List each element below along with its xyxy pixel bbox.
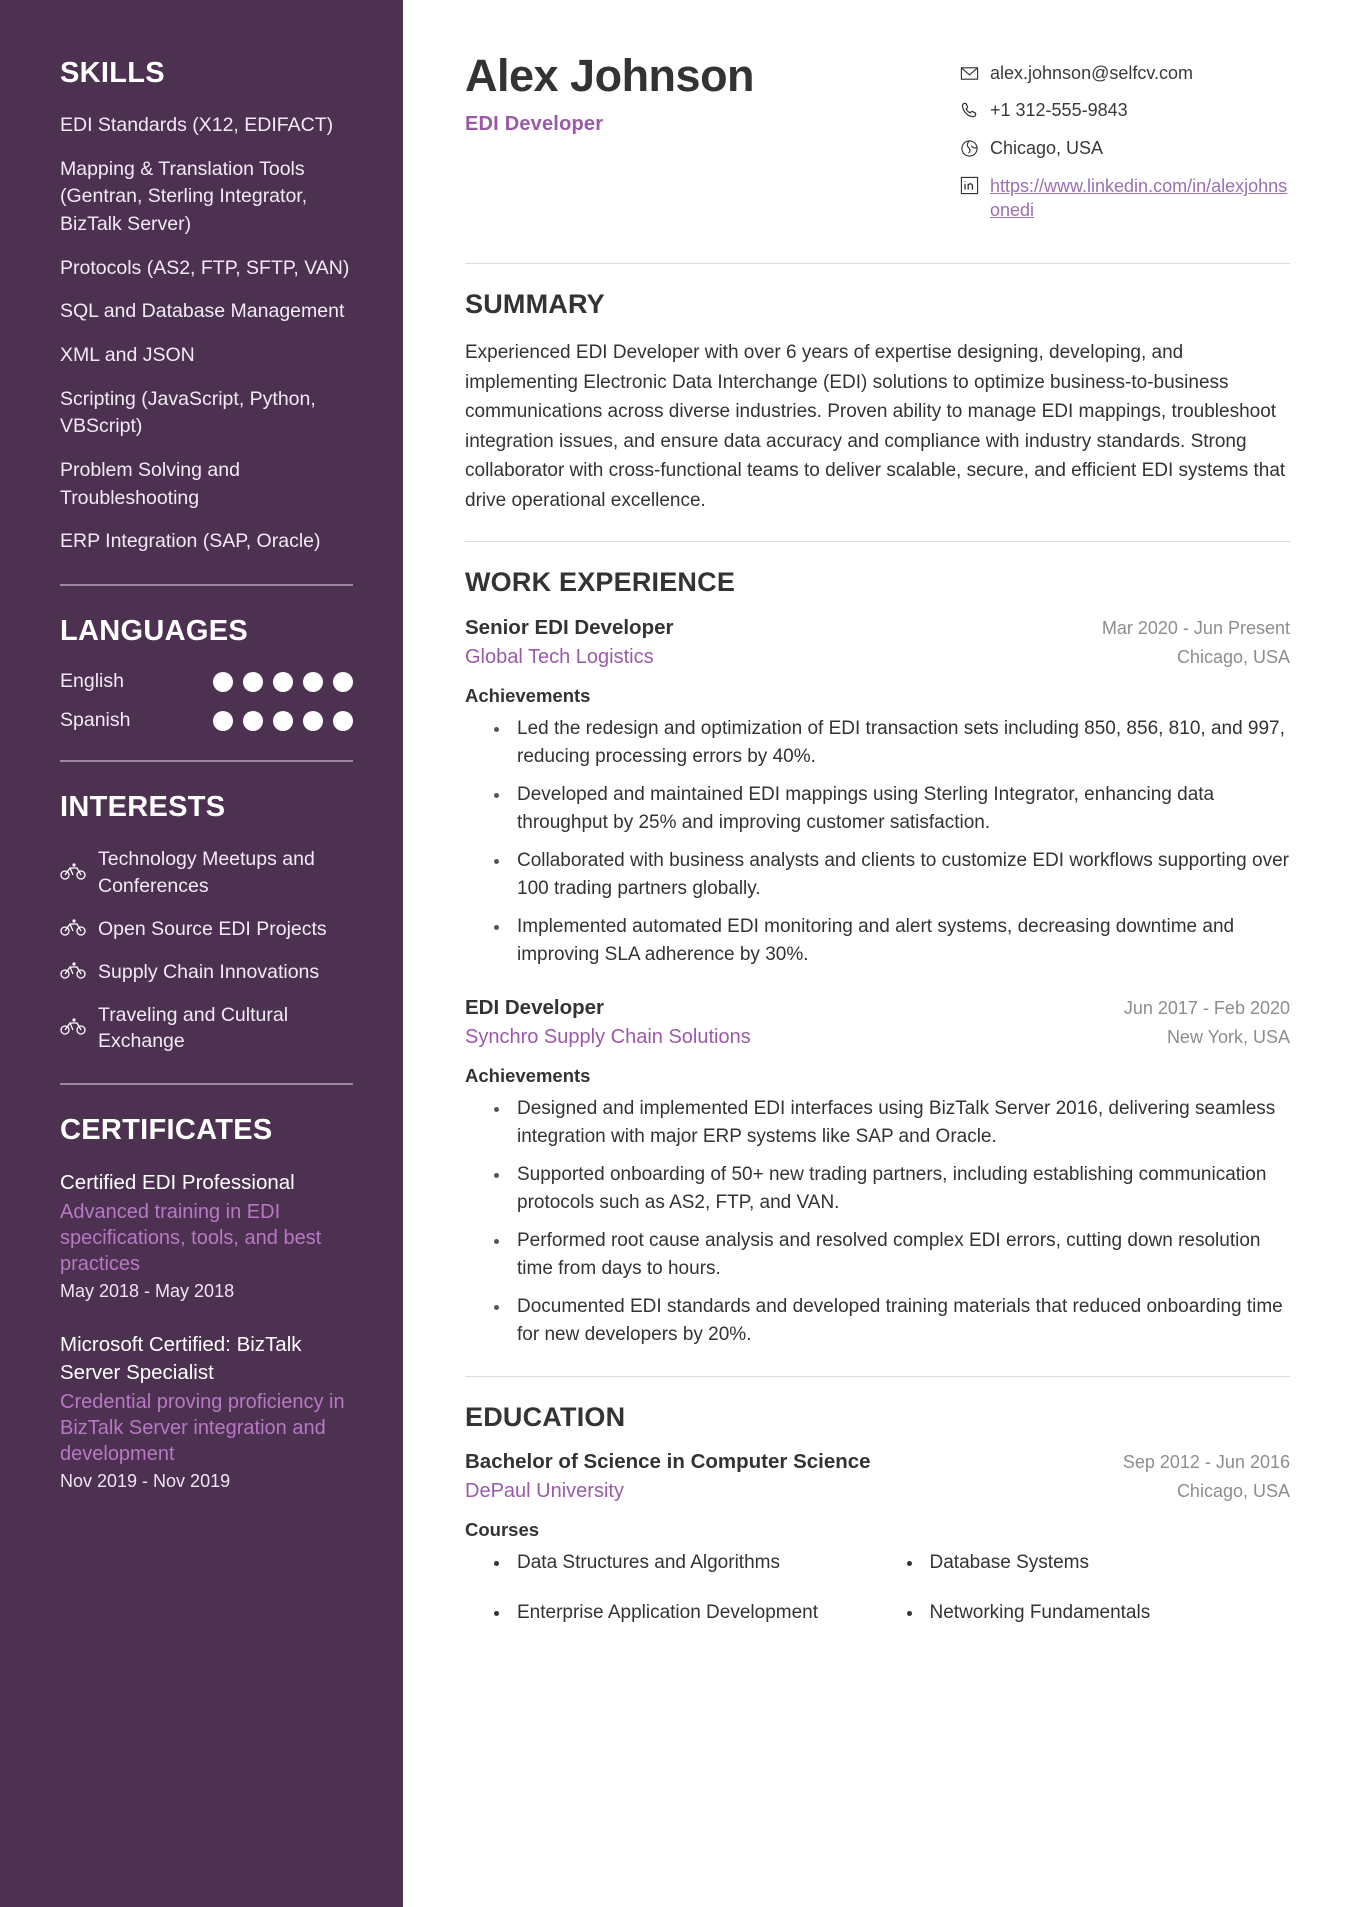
languages-heading: LANGUAGES [60,615,248,648]
skill-item: EDI Standards (X12, EDIFACT) [60,113,334,136]
section-divider [465,541,1290,542]
section-divider [465,263,1290,264]
skills-heading: SKILLS [60,57,165,89]
contact-linkedin[interactable] [960,174,1290,223]
certificate-description: Advanced training in EDI specifications, tools, and best practices [60,1200,322,1275]
courses-label: Courses [465,1519,540,1541]
bicycle-icon [60,961,86,983]
course-cell [878,1549,1291,1599]
language-level-dots [213,711,353,731]
courses-grid [465,1549,1290,1648]
course-item: • Enterprise Application Development [511,1599,878,1627]
certificate-date: May 2018 - May 2018 [60,1280,235,1301]
education-subheader [465,1480,1290,1503]
interest-item [60,1002,353,1056]
course-cell [465,1549,878,1599]
level-dot [213,672,233,692]
job-entry [465,996,1290,1350]
job-organization: Synchro Supply Chain Solutions [465,1025,751,1048]
summary-text: Experienced EDI Developer with over 6 years of expertise designing, developing, and implementing Electronic Data Interchange (EDI) solutions to optimize business-to-business communications across diverse industries. Proven ability to manage EDI mappings, troubleshoot integration issues, and ensure data accuracy and compliance with industry standards. Strong collaborator with cross-functional teams to deliver scalable, secure, and efficient EDI systems that drive operational excellence. [465,342,1286,511]
sidebar-divider [60,1083,353,1085]
bicycle-icon [60,862,86,884]
achievement-item: • Implemented automated EDI monitoring and alert systems, decreasing downtime and improving SLA adherence by 30%. [511,913,1290,970]
envelope-icon [960,64,979,83]
main-content [403,0,1350,1907]
certificates-section [60,1115,353,1493]
education-header [465,1450,1290,1474]
sidebar-divider [60,760,353,762]
job-header [465,616,1290,640]
certificate-title: Certified EDI Professional [60,1171,295,1195]
job-subheader [465,646,1290,669]
sidebar [0,0,403,1907]
education-date: Sep 2012 - Jun 2016 [1122,1452,1290,1473]
skills-list [60,112,353,556]
contact-location-value: Chicago, USA [990,137,1104,158]
interest-label: Open Source EDI Projects [98,917,327,940]
contact-linkedin-value[interactable]: https://www.linkedin.com/in/alexjohnsonedi [990,176,1288,221]
skill-item: SQL and Database Management [60,300,345,323]
level-dot [213,711,233,731]
achievements-list [465,715,1290,970]
education-section [465,1403,1290,1649]
certificate-title: Microsoft Certified: BizTalk Server Specialist [60,1333,302,1384]
summary-section [465,290,1290,515]
interest-item [60,916,353,943]
course-item: • Database Systems [924,1549,1291,1577]
language-row [60,709,353,732]
level-dot [333,672,353,692]
resume-header [465,52,1290,237]
work-experience-heading: WORK EXPERIENCE [465,567,736,598]
achievements-label: Achievements [465,1064,591,1086]
level-dot [243,711,263,731]
skill-item: ERP Integration (SAP, Oracle) [60,530,321,553]
achievement-item: • Performed root cause analysis and resolved complex EDI errors, cutting down resolution time from days to hours. [511,1227,1290,1284]
page-title: Alex Johnson [465,50,755,101]
skill-item: Mapping & Translation Tools (Gentran, Sterling Integrator, BizTalk Server) [60,157,308,235]
sidebar-divider [60,584,353,586]
level-dot [243,672,263,692]
course-item: • Data Structures and Algorithms [511,1549,878,1577]
job-header [465,996,1290,1020]
work-experience-section [465,568,1290,1350]
contact-block [960,52,1290,237]
summary-heading: SUMMARY [465,288,605,319]
achievements-list [465,1095,1290,1350]
contact-phone [960,99,1290,122]
interest-item [60,846,353,900]
certificate-item [60,1331,353,1493]
bicycle-icon [60,918,86,940]
achievement-item: • Developed and maintained EDI mappings using Sterling Integrator, enhancing data throughput by 25% and improving customer satisfaction. [511,781,1290,838]
certificate-date: Nov 2019 - Nov 2019 [60,1470,231,1491]
level-dot [303,672,323,692]
achievement-item: • Designed and implemented EDI interfaces using BizTalk Server 2016, delivering seamless integration with major ERP systems like SAP and Oracle. [511,1095,1290,1152]
achievement-item: • Supported onboarding of 50+ new trading partners, including establishing communication protocols such as AS2, FTP, and VAN. [511,1161,1290,1218]
section-divider [465,1376,1290,1377]
job-location: New York, USA [1166,1026,1290,1047]
course-cell [878,1599,1291,1649]
job-title: Senior EDI Developer [465,615,674,639]
degree-title: Bachelor of Science in Computer Science [465,1450,871,1474]
job-subheader [465,1026,1290,1049]
skills-section [60,58,353,556]
achievement-item: • Collaborated with business analysts and clients to customize EDI workflows supporting over 100 trading partners globally. [511,847,1290,904]
level-dot [273,672,293,692]
skill-item: Scripting (JavaScript, Python, VBScript) [60,387,316,438]
education-location: Chicago, USA [1176,1481,1290,1502]
achievement-item: • Documented EDI standards and developed training materials that reduced onboarding time for new developers by 20%. [511,1293,1290,1350]
interests-section [60,792,353,1055]
interest-label: Traveling and Cultural Exchange [98,1003,289,1053]
job-title: EDI Developer [465,995,604,1019]
school-name: DePaul University [465,1480,624,1503]
interest-label: Technology Meetups and Conferences [98,847,315,897]
skill-item: XML and JSON [60,344,195,367]
globe-icon [960,139,979,158]
course-cell [465,1599,878,1649]
job-date: Jun 2017 - Feb 2020 [1123,997,1290,1018]
skill-item: Problem Solving and Troubleshooting [60,459,240,509]
interest-item [60,959,353,986]
job-role: EDI Developer [465,113,604,136]
contact-email-value: alex.johnson@selfcv.com [990,63,1194,83]
achievements-label: Achievements [465,684,591,706]
certificate-description: Credential proving proficiency in BizTalk Server integration and development [60,1390,345,1465]
linkedin-icon [960,176,979,195]
language-label: English [60,670,124,693]
achievement-item: • Led the redesign and optimization of EDI transaction sets including 850, 856, 810, and 997, reducing processing errors by 40%. [511,715,1290,772]
course-item: • Networking Fundamentals [924,1599,1291,1627]
interests-heading: INTERESTS [60,791,226,824]
language-label: Spanish [60,709,131,732]
certificate-item [60,1169,353,1303]
contact-phone-value: +1 312-555-9843 [990,100,1128,121]
bicycle-icon [60,1017,86,1039]
job-date: Mar 2020 - Jun Present [1101,617,1290,638]
education-heading: EDUCATION [465,1401,626,1432]
language-level-dots [213,672,353,692]
education-entry [465,1450,1290,1648]
identity-block [465,52,754,136]
contact-email [960,62,1290,85]
languages-section [60,616,353,732]
contact-location [960,137,1290,160]
level-dot [273,711,293,731]
phone-icon [960,101,979,120]
level-dot [303,711,323,731]
skill-item: Protocols (AS2, FTP, SFTP, VAN) [60,256,350,279]
job-location: Chicago, USA [1176,646,1290,667]
job-entry [465,616,1290,970]
level-dot [333,711,353,731]
interest-label: Supply Chain Innovations [98,960,320,983]
certificates-heading: CERTIFICATES [60,1114,273,1147]
language-row [60,670,353,693]
job-organization: Global Tech Logistics [465,645,654,668]
